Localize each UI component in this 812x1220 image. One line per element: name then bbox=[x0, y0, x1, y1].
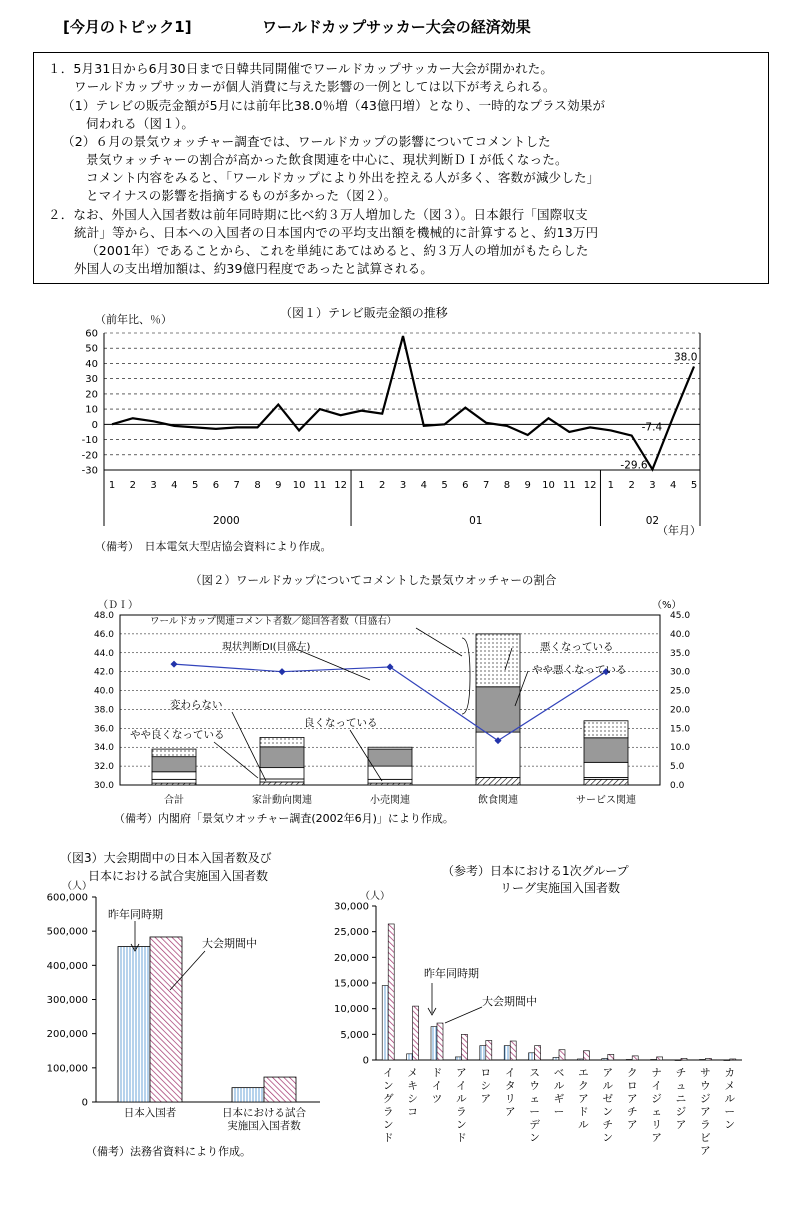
summary-line: ２．なお、外国人入国者数は前年同時期に比べ約３万人増加した（図３）。日本銀行「国際収支 bbox=[48, 207, 588, 222]
ref-bar-prev bbox=[504, 1046, 510, 1060]
fig1-annotation: -7.4 bbox=[641, 421, 663, 434]
ref-bar-during bbox=[461, 1034, 467, 1060]
fig3-category-label: 日本における試合 bbox=[222, 1107, 306, 1119]
ref-category-label: チュニジア bbox=[675, 1067, 687, 1131]
ref-category-label: イタリア bbox=[504, 1067, 516, 1118]
fig1-y-tick-label: 20 bbox=[85, 389, 98, 401]
fig1-x-tick-label: 3 bbox=[399, 480, 407, 491]
fig2-di-label: 現状判断DI(目盛左) bbox=[222, 642, 311, 653]
fig2-slightly-worse-label: やや悪くなっている bbox=[532, 664, 627, 676]
fig2-di-point bbox=[278, 668, 285, 675]
ref-y-tick-label: 10,000 bbox=[334, 1004, 369, 1016]
fig2-unchanged-label: 変わらない bbox=[170, 699, 223, 711]
fig1-xlabel: （年月） bbox=[657, 524, 701, 537]
fig1-y-tick-label: 40 bbox=[85, 358, 98, 370]
ref-y-tick-label: 30,000 bbox=[334, 901, 369, 913]
summary-line: １．5月31日から6月30日まで日韓共同開催でワールドカップサッカー大会が開かれた。 bbox=[48, 61, 554, 76]
ref-category-label: ベルギー bbox=[553, 1067, 565, 1118]
fig2-left-tick-label: 46.0 bbox=[93, 629, 114, 640]
fig1-year-label: 01 bbox=[469, 515, 483, 527]
fig1-x-tick-label: 5 bbox=[690, 480, 698, 491]
fig1-x-tick-label: 11 bbox=[313, 480, 327, 491]
fig2-right-tick-label: 45.0 bbox=[670, 611, 691, 621]
ref-bar-during bbox=[388, 924, 394, 1060]
ref-bar-prev bbox=[724, 1060, 730, 1061]
fig3-y-tick-label: 0 bbox=[81, 1097, 88, 1109]
fig1-x-tick-label: 2 bbox=[129, 480, 136, 491]
fig2-bar-worse bbox=[476, 634, 520, 687]
fig1-x-tick-label: 2 bbox=[628, 480, 635, 491]
fig2-category-label: サービス関連 bbox=[576, 795, 636, 806]
ref-bar-prev bbox=[602, 1058, 608, 1060]
ref-title-line2: リーグ実施国入国者数 bbox=[500, 881, 621, 895]
fig2-bar-slightly-better bbox=[152, 779, 196, 783]
fig2-category-label: 小売関連 bbox=[370, 795, 410, 806]
fig3-ylabel: （人） bbox=[62, 881, 92, 892]
fig1-x-tick-label: 3 bbox=[649, 480, 656, 491]
ref-category-label: ナイジェリア bbox=[651, 1067, 662, 1144]
ref-bar-during bbox=[559, 1050, 565, 1060]
ref-bar-during bbox=[608, 1054, 614, 1060]
fig2-bar-worse bbox=[260, 737, 304, 746]
ref-bar-during bbox=[486, 1040, 492, 1060]
fig1-x-tick-label: 2 bbox=[379, 480, 386, 491]
fig1-x-tick-label: 7 bbox=[482, 480, 490, 491]
fig2-bar-slightly-worse bbox=[584, 738, 628, 763]
fig3-y-tick-label: 200,000 bbox=[46, 1029, 88, 1041]
fig1-annotation: -29.6 bbox=[620, 459, 648, 472]
fig1-x-tick-label: 8 bbox=[503, 480, 511, 491]
fig2-bar-worse bbox=[584, 721, 628, 738]
fig2-title: （図２）ワールドカップについてコメントした景気ウオッチャーの割合 bbox=[190, 573, 557, 587]
fig1-series-line bbox=[112, 336, 694, 472]
ref-category-label: イングランド bbox=[382, 1067, 394, 1144]
fig1-y-tick-label: 50 bbox=[85, 343, 98, 355]
fig2-bar-better bbox=[260, 782, 304, 785]
ref-bar-prev bbox=[480, 1046, 486, 1060]
fig2-category-label: 合計 bbox=[164, 795, 184, 806]
ref-y-tick-label: 20,000 bbox=[334, 952, 369, 964]
fig1-x-tick-label: 4 bbox=[171, 480, 178, 491]
fig2-di-point bbox=[170, 661, 177, 668]
fig1-x-tick-label: 4 bbox=[670, 480, 677, 491]
fig3-bar-prev bbox=[118, 947, 150, 1102]
summary-line: （2001年）であることから、これを単純にあてはめると、約３万人の増加がもたらした bbox=[86, 243, 589, 258]
fig1-title: （図１）テレビ販売金額の推移 bbox=[280, 306, 448, 320]
ref-bar-during bbox=[437, 1023, 443, 1060]
ref-category-label: クロアチア bbox=[626, 1067, 638, 1131]
ref-bar-during bbox=[413, 1006, 419, 1060]
fig3-y-tick-label: 400,000 bbox=[46, 960, 88, 972]
fig1-x-tick-label: 12 bbox=[334, 480, 348, 491]
ref-bar-during bbox=[583, 1051, 589, 1060]
ref-category-label: メキシコ bbox=[407, 1067, 418, 1118]
ref-category-label: アイルランド bbox=[456, 1067, 467, 1144]
ref-bar-prev bbox=[699, 1059, 705, 1060]
fig2-right-tick-label: 0.0 bbox=[670, 781, 685, 791]
ref-category-label: サウジアラビア bbox=[700, 1067, 711, 1157]
fig3-bar-prev bbox=[232, 1088, 264, 1102]
ref-bar-prev bbox=[407, 1054, 413, 1060]
fig3-y-tick-label: 500,000 bbox=[46, 926, 88, 938]
fig1-x-tick-label: 12 bbox=[583, 480, 597, 491]
fig2-right-axis-label: （%） bbox=[652, 600, 682, 611]
fig2-bar-unchanged bbox=[368, 766, 412, 779]
fig1-annotation: 38.0 bbox=[674, 351, 698, 364]
fig1-x-tick-label: 3 bbox=[150, 480, 157, 491]
fig2-left-tick-label: 30.0 bbox=[93, 781, 114, 791]
fig2-right-tick-label: 20.0 bbox=[670, 705, 691, 716]
ref-category-label: アルゼンチン bbox=[602, 1067, 614, 1144]
fig2-right-tick-label: 5.0 bbox=[670, 762, 685, 773]
fig3-bar-during bbox=[150, 937, 182, 1102]
fig3-y-tick-label: 100,000 bbox=[46, 1063, 88, 1075]
fig2-category-label: 家計動向関連 bbox=[252, 795, 312, 806]
fig2-left-axis-label: （ＤＩ） bbox=[98, 600, 138, 611]
fig2-right-tick-label: 10.0 bbox=[670, 743, 691, 754]
summary-line: コメント内容をみると、「ワールドカップにより外出を控える人が多く、客数が減少した」 bbox=[86, 170, 600, 185]
ref-prev-label: 昨年同時期 bbox=[424, 967, 479, 980]
fig2-worse-label: 悪くなっている bbox=[540, 641, 614, 653]
fig1-ylabel: （前年比、％） bbox=[95, 313, 172, 326]
ref-category-label: エクアドル bbox=[578, 1067, 589, 1131]
summary-line: （2）６月の景気ウォッチャー調査では、ワールドカップの影響についてコメントした bbox=[62, 134, 551, 149]
fig2-right-tick-label: 30.0 bbox=[670, 667, 691, 678]
ref-y-tick-label: 5,000 bbox=[340, 1029, 369, 1041]
summary-line: （1）テレビの販売金額が5月には前年比38.0％増（43億円増）となり、一時的なプラス効果が bbox=[62, 98, 606, 113]
fig2-chart bbox=[0, 566, 812, 828]
fig2-bar-worse bbox=[368, 747, 412, 749]
fig1-y-tick-label: 30 bbox=[85, 374, 98, 386]
fig2-left-tick-label: 40.0 bbox=[93, 686, 114, 697]
fig1-y-tick-label: -10 bbox=[81, 435, 98, 447]
fig2-left-tick-label: 32.0 bbox=[93, 762, 114, 773]
ref-bar-prev bbox=[675, 1060, 681, 1061]
fig1-x-tick-label: 10 bbox=[292, 480, 306, 491]
fig2-bar-slightly-better bbox=[368, 779, 412, 783]
fig2-category-label: 飲食関連 bbox=[478, 795, 518, 806]
ref-bar-during bbox=[657, 1057, 663, 1060]
fig2-bar-worse bbox=[152, 749, 196, 757]
fig3-bar-during bbox=[264, 1077, 296, 1102]
summary-line: 景気ウォッチャーの割合が高かった飲食関連を中心に、現状判断ＤＩが低くなった。 bbox=[86, 152, 568, 167]
topic-label: [今月のトピック1] bbox=[63, 18, 192, 36]
summary-line: 統計」等から、日本への入国者の日本国内での平均支出額を機械的に計算すると、約13万円 bbox=[74, 225, 599, 240]
ref-bar-prev bbox=[529, 1053, 535, 1060]
fig2-bar-better bbox=[584, 779, 628, 785]
ref-y-tick-label: 25,000 bbox=[334, 927, 369, 939]
fig1-x-tick-label: 10 bbox=[542, 480, 555, 491]
fig3-category-label: 実施国入国者数 bbox=[227, 1120, 301, 1132]
fig3-title-line2: 日本における試合実施国入国者数 bbox=[88, 869, 269, 883]
summary-line: 外国人の支出増加額は、約39億円程度であったと試算される。 bbox=[74, 261, 434, 276]
summary-line: 伺われる（図１）。 bbox=[86, 116, 195, 131]
fig2-right-tick-label: 40.0 bbox=[670, 629, 691, 640]
fig1-y-tick-label: 0 bbox=[91, 419, 98, 431]
ref-bar-during bbox=[535, 1046, 541, 1060]
fig2-bar-slightly-worse bbox=[476, 687, 520, 732]
fig2-slightly-better-label: やや良くなっている bbox=[130, 729, 225, 741]
fig2-bar-better bbox=[476, 777, 520, 785]
ref-leader-lines bbox=[428, 983, 482, 1023]
ref-category-label: カメルーン bbox=[724, 1067, 736, 1131]
fig1-x-tick-label: 9 bbox=[524, 480, 531, 491]
fig3-category-label: 日本入国者 bbox=[123, 1107, 177, 1119]
fig1-x-tick-label: 1 bbox=[607, 480, 615, 491]
fig2-left-tick-label: 36.0 bbox=[93, 724, 114, 735]
fig2-bar-unchanged bbox=[584, 762, 628, 777]
fig2-series-title: ワールドカップ関連コメント者数／総回答者数（目盛右） bbox=[150, 616, 397, 627]
fig2-di-point bbox=[386, 663, 393, 670]
ref-bar-prev bbox=[553, 1057, 559, 1060]
ref-bar-prev bbox=[651, 1059, 657, 1060]
ref-bar-during bbox=[705, 1058, 711, 1060]
fig2-left-tick-label: 44.0 bbox=[93, 648, 114, 659]
fig1-x-tick-label: 11 bbox=[562, 480, 576, 491]
fig1-note: （備考） 日本電気大型店協会資料により作成。 bbox=[95, 540, 332, 553]
fig1-y-tick-label: 60 bbox=[85, 328, 98, 340]
fig3-y-tick-label: 300,000 bbox=[46, 995, 88, 1006]
fig3-title-line1: （図3）大会期間中の日本入国者数及び bbox=[60, 851, 272, 865]
fig1-y-tick-label: -20 bbox=[81, 450, 98, 462]
fig1-x-tick-label: 5 bbox=[441, 480, 448, 491]
ref-bar-during bbox=[681, 1058, 687, 1060]
ref-chart bbox=[330, 855, 812, 1185]
fig2-bar-unchanged bbox=[260, 768, 304, 779]
fig1-x-tick-label: 8 bbox=[254, 480, 261, 491]
fig1-x-tick-label: 7 bbox=[233, 480, 240, 491]
fig2-right-tick-label: 15.0 bbox=[670, 724, 691, 735]
ref-y-tick-label: 0 bbox=[362, 1055, 369, 1067]
summary-line: ワールドカップサッカーが個人消費に与えた影響の一例としては以下が考えられる。 bbox=[74, 79, 556, 94]
ref-title-line1: （参考）日本における1次グループ bbox=[442, 864, 629, 878]
fig1-x-tick-label: 6 bbox=[212, 480, 220, 491]
fig2-bar-slightly-worse bbox=[368, 749, 412, 766]
fig1-x-tick-label: 6 bbox=[462, 480, 469, 491]
fig2-bar-unchanged bbox=[152, 772, 196, 780]
fig2-left-tick-label: 34.0 bbox=[93, 743, 114, 754]
fig3-y-tick-label: 600,000 bbox=[46, 892, 88, 904]
summary-line: とマイナスの影響を指摘するものが多かった（図２）。 bbox=[86, 188, 397, 203]
fig2-bar-slightly-worse bbox=[152, 757, 196, 772]
ref-category-label: スウェーデン bbox=[529, 1067, 540, 1144]
ref-y-tick-label: 15,000 bbox=[334, 978, 369, 990]
fig2-bar-slightly-worse bbox=[260, 747, 304, 768]
fig1-x-tick-label: 4 bbox=[420, 480, 427, 491]
fig1-x-tick-label: 1 bbox=[108, 480, 116, 491]
ref-bar-prev bbox=[382, 986, 388, 1060]
ref-bar-prev bbox=[455, 1057, 461, 1060]
fig2-right-tick-label: 35.0 bbox=[670, 648, 691, 659]
fig2-better-label: 良くなっている bbox=[304, 717, 378, 729]
ref-category-label: ロシア bbox=[480, 1067, 492, 1105]
ref-bar-during bbox=[632, 1056, 638, 1060]
fig2-bar-slightly-better bbox=[260, 779, 304, 782]
fig1-x-tick-label: 1 bbox=[358, 480, 365, 491]
fig2-left-tick-label: 38.0 bbox=[93, 705, 114, 716]
fig3-prev-label: 昨年同時期 bbox=[108, 908, 163, 921]
ref-during-label: 大会期間中 bbox=[482, 995, 537, 1008]
fig2-left-tick-label: 48.0 bbox=[93, 611, 114, 621]
fig1-year-label: 02 bbox=[645, 515, 660, 527]
ref-bar-prev bbox=[431, 1027, 437, 1060]
ref-bar-prev bbox=[626, 1059, 632, 1060]
fig1-x-tick-label: 9 bbox=[275, 480, 282, 491]
page-title: ワールドカップサッカー大会の経済効果 bbox=[262, 18, 531, 36]
ref-ylabel: （人） bbox=[360, 891, 390, 902]
fig1-year-label: 2000 bbox=[212, 515, 240, 527]
fig3-chart bbox=[0, 845, 330, 1165]
fig2-left-tick-label: 42.0 bbox=[93, 667, 114, 678]
fig1-chart bbox=[0, 300, 812, 560]
fig1-y-tick-label: -30 bbox=[81, 465, 98, 477]
fig2-note: （備考）内閣府「景気ウオッチャー調査(2002年6月)」により作成。 bbox=[114, 812, 454, 825]
fig3-note: （備考）法務省資料により作成。 bbox=[86, 1145, 251, 1158]
ref-category-label: ドイツ bbox=[431, 1067, 443, 1105]
summary-box bbox=[33, 52, 769, 284]
fig2-right-tick-label: 25.0 bbox=[670, 686, 691, 697]
ref-bar-during bbox=[510, 1041, 516, 1060]
fig1-y-tick-label: 10 bbox=[85, 404, 98, 416]
ref-bar-prev bbox=[577, 1059, 583, 1060]
fig3-during-label: 大会期間中 bbox=[202, 937, 257, 950]
fig1-x-tick-label: 5 bbox=[191, 480, 199, 491]
ref-bar-during bbox=[730, 1059, 736, 1060]
